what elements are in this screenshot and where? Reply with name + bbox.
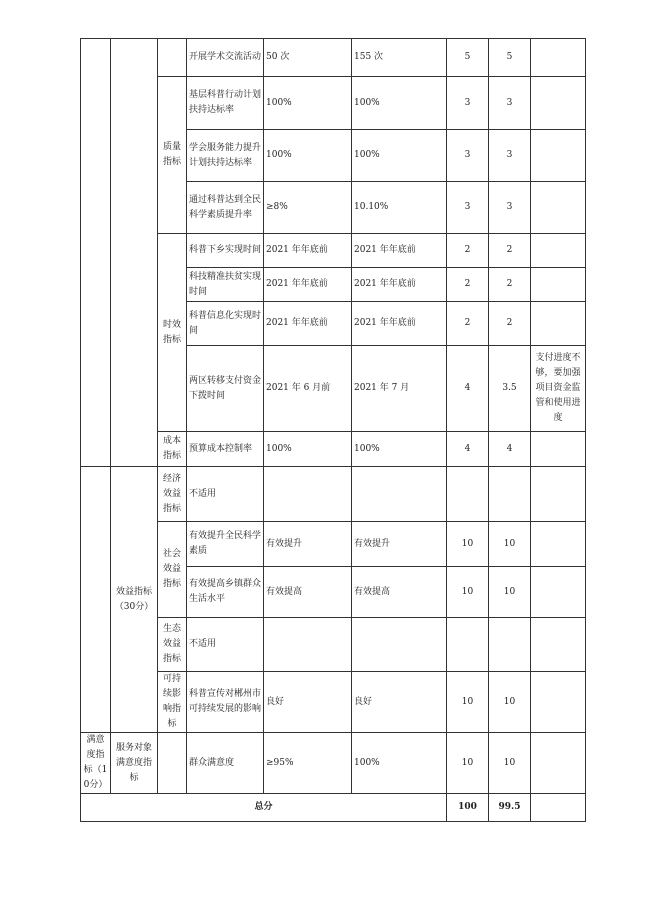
- indicator-cell: 预算成本控制率: [187, 432, 264, 467]
- weight-cell: 2: [447, 268, 489, 302]
- score-cell: 10: [489, 672, 531, 733]
- remark-cell: [531, 234, 586, 268]
- target-cell: 2021 年年底前: [264, 234, 352, 268]
- score-cell: 3: [489, 130, 531, 182]
- remark-cell: [531, 268, 586, 302]
- actual-cell: [352, 467, 447, 522]
- indicator-cell: 有效提高乡镇群众生活水平: [187, 567, 264, 618]
- primary-label-satisfaction: 满意度指标（10分）: [81, 733, 111, 794]
- weight-cell: 4: [447, 432, 489, 467]
- weight-cell: 4: [447, 346, 489, 432]
- secondary-label-service: 服务对象满意度指标: [111, 733, 158, 794]
- score-cell: [489, 467, 531, 522]
- target-cell: [264, 467, 352, 522]
- target-cell: 50 次: [264, 39, 352, 77]
- indicator-cell: 科普信息化实现时间: [187, 302, 264, 346]
- actual-cell: 100%: [352, 77, 447, 130]
- actual-cell: 155 次: [352, 39, 447, 77]
- remark-cell: [531, 522, 586, 567]
- remark-cell: [531, 733, 586, 794]
- indicator-cell: 科普宣传对郴州市可持续发展的影响: [187, 672, 264, 733]
- weight-cell: 2: [447, 234, 489, 268]
- secondary-label-cost: 成本指标: [158, 432, 187, 467]
- score-cell: [489, 618, 531, 672]
- actual-cell: 2021 年 7 月: [352, 346, 447, 432]
- actual-cell: 有效提高: [352, 567, 447, 618]
- remark-cell: [531, 432, 586, 467]
- actual-cell: 2021 年年底前: [352, 302, 447, 346]
- indicator-cell: 两区转移支付资金下拨时间: [187, 346, 264, 432]
- secondary-label-economic: 经济效益指标: [158, 467, 187, 522]
- secondary-label-ecological: 生态效益指标: [158, 618, 187, 672]
- target-cell: ≥8%: [264, 182, 352, 234]
- performance-table: [80, 38, 586, 822]
- score-cell: 3: [489, 77, 531, 130]
- total-label: 总分: [81, 794, 447, 822]
- indicator-cell: 不适用: [187, 467, 264, 522]
- target-cell: 100%: [264, 130, 352, 182]
- total-remark: [531, 794, 586, 822]
- remark-cell: [531, 77, 586, 130]
- weight-cell: 10: [447, 522, 489, 567]
- target-cell: 2021 年 6 月前: [264, 346, 352, 432]
- indicator-cell: 不适用: [187, 618, 264, 672]
- weight-cell: 5: [447, 39, 489, 77]
- remark-cell: [531, 672, 586, 733]
- indicator-cell: 科技精准扶贫实现时间: [187, 268, 264, 302]
- actual-cell: 100%: [352, 733, 447, 794]
- indicator-cell: 通过科普达到全民科学素质提升率: [187, 182, 264, 234]
- total-weight: 100: [447, 794, 489, 822]
- target-cell: 良好: [264, 672, 352, 733]
- table-row: [81, 39, 586, 77]
- score-cell: 5: [489, 39, 531, 77]
- tertiary-cell-quantity: [158, 39, 187, 77]
- actual-cell: 100%: [352, 130, 447, 182]
- weight-cell: 3: [447, 77, 489, 130]
- remark-cell: [531, 618, 586, 672]
- remark-cell: [531, 130, 586, 182]
- weight-cell: 10: [447, 733, 489, 794]
- indicator-cell: 基层科普行动计划扶持达标率: [187, 77, 264, 130]
- target-cell: [264, 618, 352, 672]
- actual-cell: [352, 618, 447, 672]
- primary-cell-output: [81, 39, 111, 467]
- secondary-label-quality: 质量指标: [158, 77, 187, 234]
- score-cell: 3.5: [489, 346, 531, 432]
- indicator-cell: 科普下乡实现时间: [187, 234, 264, 268]
- actual-cell: 100%: [352, 432, 447, 467]
- indicator-cell: 学会服务能力提升计划扶持达标率: [187, 130, 264, 182]
- weight-cell: [447, 618, 489, 672]
- target-cell: 2021 年年底前: [264, 302, 352, 346]
- target-cell: 有效提升: [264, 522, 352, 567]
- indicator-cell: 开展学术交流活动: [187, 39, 264, 77]
- weight-cell: [447, 467, 489, 522]
- actual-cell: 有效提升: [352, 522, 447, 567]
- secondary-label-sustainable: 可持续影响指标: [158, 672, 187, 733]
- actual-cell: 2021 年年底前: [352, 234, 447, 268]
- target-cell: 100%: [264, 77, 352, 130]
- remark-cell: [531, 182, 586, 234]
- actual-cell: 良好: [352, 672, 447, 733]
- score-cell: 10: [489, 567, 531, 618]
- weight-cell: 3: [447, 130, 489, 182]
- weight-cell: 10: [447, 567, 489, 618]
- secondary-cell-output: [111, 39, 158, 467]
- indicator-cell: 有效提升全民科学素质: [187, 522, 264, 567]
- table-row: [81, 467, 586, 522]
- tertiary-cell-blank: [158, 733, 187, 794]
- remark-cell: 支付进度不够，要加强项目资金监管和使用进度: [531, 346, 586, 432]
- target-cell: ≥95%: [264, 733, 352, 794]
- remark-cell: [531, 39, 586, 77]
- secondary-label-social: 社会效益指标: [158, 522, 187, 618]
- score-cell: 2: [489, 302, 531, 346]
- total-score: 99.5: [489, 794, 531, 822]
- indicator-cell: 群众满意度: [187, 733, 264, 794]
- table-row: [81, 733, 586, 794]
- score-cell: 3: [489, 182, 531, 234]
- remark-cell: [531, 567, 586, 618]
- target-cell: 2021 年年底前: [264, 268, 352, 302]
- target-cell: 有效提高: [264, 567, 352, 618]
- score-cell: 4: [489, 432, 531, 467]
- score-cell: 10: [489, 733, 531, 794]
- remark-cell: [531, 467, 586, 522]
- actual-cell: 2021 年年底前: [352, 268, 447, 302]
- weight-cell: 2: [447, 302, 489, 346]
- actual-cell: 10.10%: [352, 182, 447, 234]
- target-cell: 100%: [264, 432, 352, 467]
- score-cell: 2: [489, 268, 531, 302]
- score-cell: 10: [489, 522, 531, 567]
- secondary-label-timeliness: 时效指标: [158, 234, 187, 432]
- primary-cell-blank: [81, 467, 111, 733]
- total-row: [81, 794, 586, 822]
- weight-cell: 3: [447, 182, 489, 234]
- weight-cell: 10: [447, 672, 489, 733]
- remark-cell: [531, 302, 586, 346]
- primary-label-benefit: 效益指标（30分）: [111, 467, 158, 733]
- score-cell: 2: [489, 234, 531, 268]
